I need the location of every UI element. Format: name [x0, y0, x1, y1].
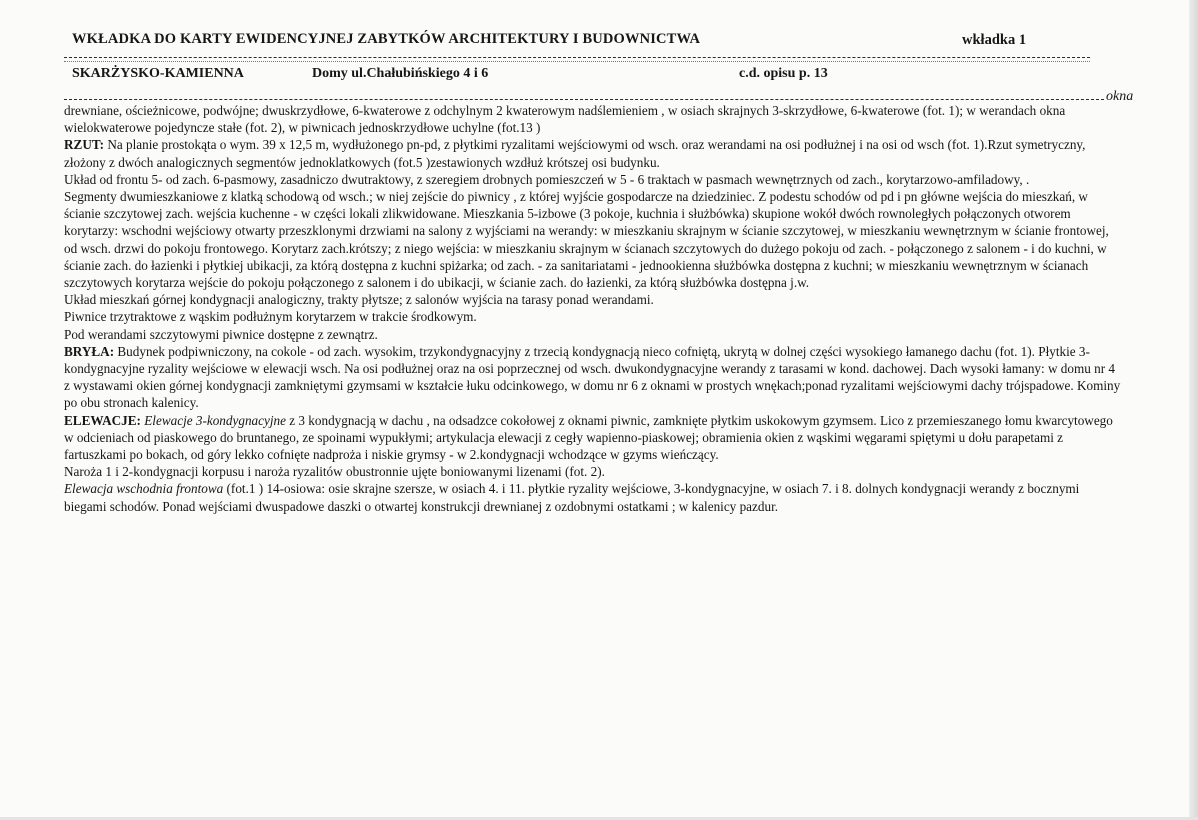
elewacje-paragraph	[64, 412, 1124, 464]
rzut-text: Na planie prostokąta o wym. 39 x 12,5 m, wydłużonego pn-pd, z płytkimi ryzalitami wejściowymi od wsch. oraz werandami na osi podłużnej i na osi od wsch (fot. 1).Rzut symetryczny, złożony z dwóch analogicznych segmentów jednoklatkowych (fot.5 )zestawionych wzdłuż krótszej osi budynku.	[64, 137, 1086, 170]
bryla-text: Budynek podpiwniczony, na cokole - od zach. wysokim, trzykondygnacyjny z trzecią kondygnacją nieco cofniętą, ukrytą w dolnej części wysokiego łamanego dachu (fot. 1). Płytkie 3-kondygnacyjne ryzality wejściowe w elewacji wsch. Na osi podłużnej oraz na osi poprzecznej od wsch. dwukondygnacyjne werandy z tarasami w kond. dachowej. Dach wysoki łamany: w domu nr 4 z wystawami okien górnej kondygnacji zamkniętymi gzymsami w kształcie łuku odcinkowego, w domu nr 6 z oknami w prostych wnękach;ponad ryzalitami wejściowymi dachy trójspadowe. Kominy po obu stronach kalenicy.	[64, 343, 1121, 411]
margin-word: okna	[1106, 89, 1134, 104]
rzut-basement-paragraph: Piwnice trzytraktowe z wąskim podłużnym korytarzem w trakcie środkowym.	[64, 309, 477, 325]
bryla-label: BRYŁA:	[64, 343, 115, 359]
rzut-veranda-paragraph: Pod werandami szczytowymi piwnice dostępne z zewnątrz.	[64, 326, 378, 342]
elewacje-text: z 3 kondygnacją w dachu , na odsadzce cokołowej z oknami piwnic, zamknięte płytkim uskokowym gzymsem. Lico z przemieszanego łomu kwarcytowego w odcieniach od piaskowego do bruntanego, ze spoinami wypukłymi; artykulacja elewacji z cegły wapienno-piaskowej; obramienia okien z wąskimi węgarami spiętymi u dołu parapetami z fartuszkami po bokach, od góry lekko cofnięte nadproża i niskie grymsy - w 2.kondygnacji wchodzące w gzyms wieńczący.	[64, 412, 1113, 463]
rzut-upper-paragraph: Układ mieszkań górnej kondygnacji analogiczny, trakty płytsze; z salonów wyjścia na tarasy ponad werandami.	[64, 292, 654, 308]
rzut-segments-paragraph: Segmenty dwumieszkaniowe z klatką schodową od wsch.; w niej zejście do piwnicy , z której wyjście gospodarcze na dziedziniec. Z podestu schodów od pd i pn główne wejścia do mieszkań, w ścianie szczytowej zach. wejścia kuchenne - w części lokali zlikwidowane. Mieszkania 5-izbowe (3 pokoje, kuchnia i służbówka) skupione wokół dwóch rownoległych połączonych otworem korytarzy: wschodni wejściowy otwarty przeszklonymi drzwiami na salony z wyjściami na werandy: w mieszkaniu skrajnym w ścianie szczytowej, w mieszkaniu wewnętrznym w ścianie frontowej, od wsch. drzwi do pokoju frontowego. Korytarz zach.krótszy; z niego wejścia: w mieszkaniu skrajnym w ścianach szczytowych do dużego pokoju od zach. - połączonego z salonem - i do kuchni, w ścianie zach. do łazienki i płytkiej ubikacji, za którą dostępna z kuchni spiżarka; od zach. - za sanitariatami - jednookienna służbówka dostępna z kuchni; w mieszkaniu wewnętrznym w ścianach szczytowych korytarza wejście do pokoju połączonego z salonem i do ubikacji, w ścianie zach. do łazienki, za którą służbówka dostępna j.w.	[64, 189, 1109, 291]
elewacje-italic: Elewacje 3-kondygnacyjne	[140, 412, 286, 428]
scan-edge-right	[1189, 0, 1198, 820]
insert-number: wkładka 1	[962, 32, 1027, 48]
header-divider-secondary	[64, 61, 1090, 62]
rzut-label: RZUT:	[64, 137, 105, 153]
bryla-paragraph	[64, 343, 1124, 412]
header-divider	[64, 57, 1090, 58]
elewacje-label: ELEWACJE:	[64, 412, 141, 428]
place-name: SKARŻYSKO-KAMIENNA	[72, 66, 244, 81]
form-header	[72, 31, 1090, 51]
form-title: WKŁADKA DO KARTY EWIDENCYJNEJ ZABYTKÓW ARCHITEKTURY I BUDOWNICTWA	[72, 31, 701, 47]
record-divider	[64, 99, 1104, 100]
continuation-note: c.d. opisu p. 13	[739, 66, 828, 81]
rzut-layout-paragraph: Układ od frontu 5- od zach. 6-pasmowy, zasadniczo dwutraktowy, z szeregiem drobnych pomieszczeń w 5 - 6 traktach w pasmach wewnętrznych od zach., korytarzowo-amfiladowy, .	[64, 171, 1030, 187]
corners-paragraph: Naroża 1 i 2-kondygnacji korpusu i naroża ryzalitów obustronnie ujęte boniowanymi lizenami (fot. 2).	[64, 464, 605, 480]
description-body	[64, 102, 1124, 515]
okna-paragraph: drewniane, ościeżnicowe, podwójne; dwuskrzydłowe, 6-kwaterowe z odchylnym 2 kwaterowym nadślemieniem , w osiach skrajnych 3-skrzydłowe, 6-kwaterowe (fot. 1); w werandach okna wielokwaterowe pojedyncze stałe (fot. 2), w piwnicach jednoskrzydłowe uchylne (fot.13 )	[64, 103, 1066, 136]
east-facade-italic: Elewacja wschodnia frontowa	[64, 481, 224, 497]
record-header	[72, 66, 1090, 86]
rzut-paragraph	[64, 136, 1124, 170]
object-name: Domy ul.Chałubińskiego 4 i 6	[312, 66, 489, 81]
east-facade-text: (fot.1 ) 14-osiowa: osie skrajne szersze, w osiach 4. i 11. płytkie ryzality wejściowe, 3-kondygnacyjne, w osiach 7. i 8. dolnych kondygnacji werandy z bocznymi biegami schodów. Ponad wejściami dwuspadowe daszki o otwartej konstrukcji drewnianej z ozdobnymi ostatkami ; w kalenicy pazdur.	[64, 481, 1080, 514]
east-facade-paragraph	[64, 480, 1124, 514]
